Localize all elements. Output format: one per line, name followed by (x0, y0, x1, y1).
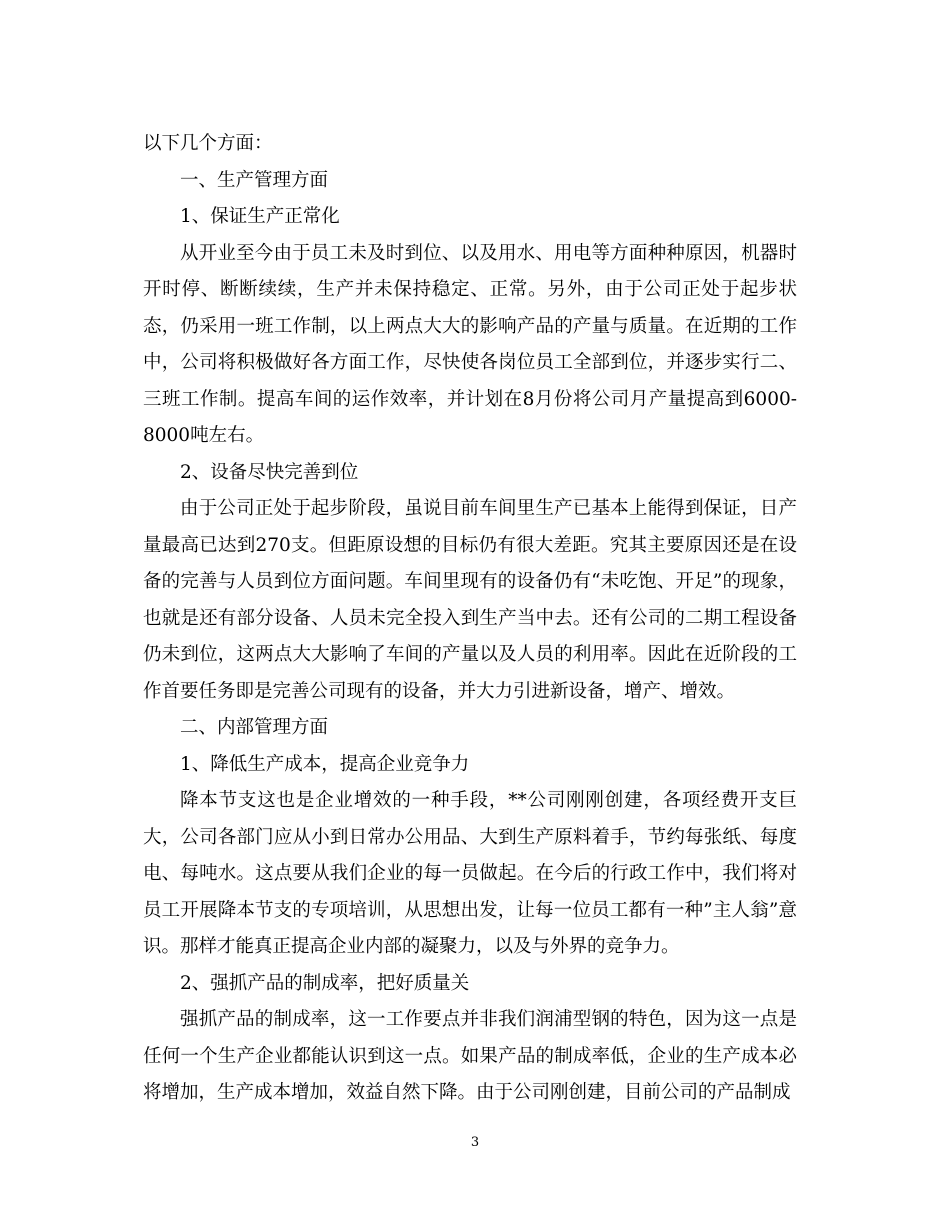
subsection-heading: 1、保证生产正常化 (180, 206, 340, 227)
paragraph: 强抓产品的制成率，这一工作要点并非我们润浦型钢的特色，因为这一点是任何一个生产企业都能认识到这一点。如果产品的制成率低，企业的生产成本必将增加，生产成本增加，效益自然下降。由于公司刚创建，目前公司的产品制成 (143, 1009, 797, 1103)
page-number: 3 (470, 1135, 480, 1150)
document-body (143, 126, 797, 1112)
paragraph: 由于公司正处于起步阶段，虽说目前车间里生产已基本上能得到保证，日产量最高已达到270支。但距原设想的目标仍有很大差距。究其主要原因还是在设备的完善与人员到位方面问题。车间里现有的设备仍有“未吃饱、开足”的现象，也就是还有部分设备、人员未完全投入到生产当中去。还有公司的二期工程设备仍未到位，这两点大大影响了车间的产量以及人员的利用率。因此在近阶段的工作首要任务即是完善公司现有的设备，并大力引进新设备，增产、增效。 (143, 498, 797, 702)
section-heading: 二、内部管理方面 (180, 717, 329, 738)
subsection-heading: 2、设备尽快完善到位 (180, 461, 359, 483)
section-heading: 一、生产管理方面 (180, 169, 329, 191)
subsection-heading: 1、降低生产成本，提高企业竞争力 (180, 753, 470, 775)
subsection-heading: 2、强抓产品的制成率，把好质量关 (180, 972, 470, 994)
paragraph: 从开业至今由于员工未及时到位、以及用水、用电等方面种种原因，机器时开时停、断断续续，生产并未保持稳定、正常。另外，由于公司正处于起步状态，仍采用一班工作制，以上两点大大的影响产品的产量与质量。在近期的工作中，公司将积极做好各方面工作，尽快使各岗位员工全部到位，并逐步实行二、三班工作制。提高车间的运作效率，并计划在8月份将公司月产量提高到6000-8000吨左右。 (143, 242, 797, 446)
paragraph: 以下几个方面： (143, 133, 273, 154)
paragraph: 降本节支这也是企业增效的一种手段，**公司刚刚创建，各项经费开支巨大，公司各部门应从小到日常办公用品、大到生产原料着手，节约每张纸、每度电、每吨水。这点要从我们企业的每一员做起。在今后的行政工作中，我们将对员工开展降本节支的专项培训，从思想出发，让每一位员工都有一种”主人翁”意识。那样才能真正提高企业内部的凝聚力，以及与外界的竞争力。 (143, 790, 797, 957)
